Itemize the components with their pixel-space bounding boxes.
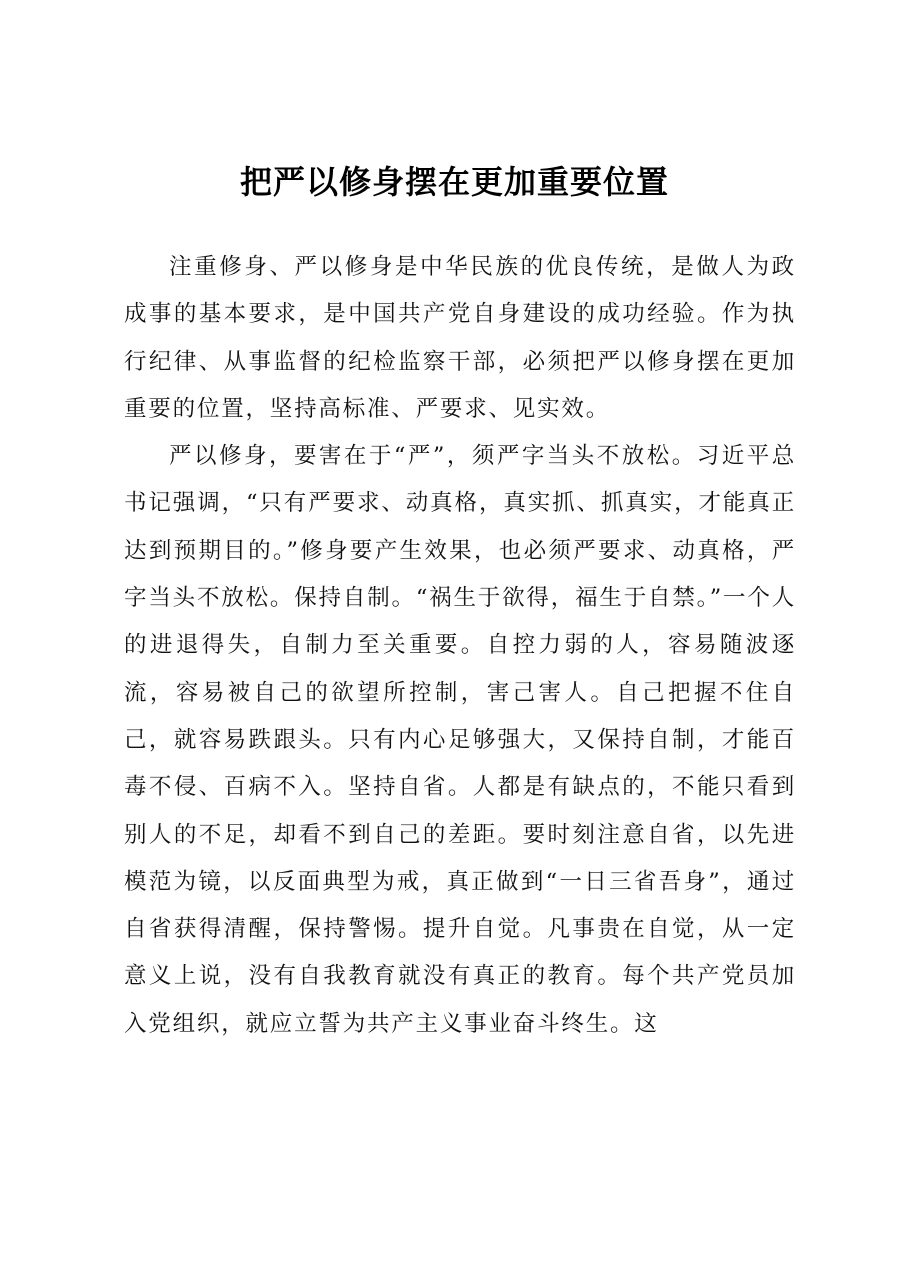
document-title: 把严以修身摆在更加重要位置 xyxy=(239,163,669,201)
document-body xyxy=(124,244,796,1048)
paragraph-1: 注重修身、严以修身是中华民族的优良传统，是做人为政成事的基本要求，是中国共产党自身建设的成功经验。作为执行纪律、从事监督的纪检监察干部，必须把严以修身摆在更加重要的位置，坚持高标准、严要求、见实效。 xyxy=(124,254,796,422)
paragraph-2: 严以修身，要害在于“严”，须严字当头不放松。习近平总书记强调，“只有严要求、动真格，真实抓、抓真实，才能真正达到预期目的。”修身要产生效果，也必须严要求、动真格，严字当头不放松。保持自制。“祸生于欲得，福生于自禁。”一个人的进退得失，自制力至关重要。自控力弱的人，容易随波逐流，容易被自己的欲望所控制，害己害人。自己把握不住自己，就容易跌跟头。只有内心足够强大，又保持自制，才能百毒不侵、百病不入。坚持自省。人都是有缺点的，不能只看到别人的不足，却看不到自己的差距。要时刻注意自省，以先进模范为镜，以反面典型为戒，真正做到“一日三省吾身”，通过自省获得清醒，保持警惕。提升自觉。凡事贵在自觉，从一定意义上说，没有自我教育就没有真正的教育。每个共产党员加入党组织，就应立誓为共产主义事业奋斗终生。这 xyxy=(124,443,796,1037)
